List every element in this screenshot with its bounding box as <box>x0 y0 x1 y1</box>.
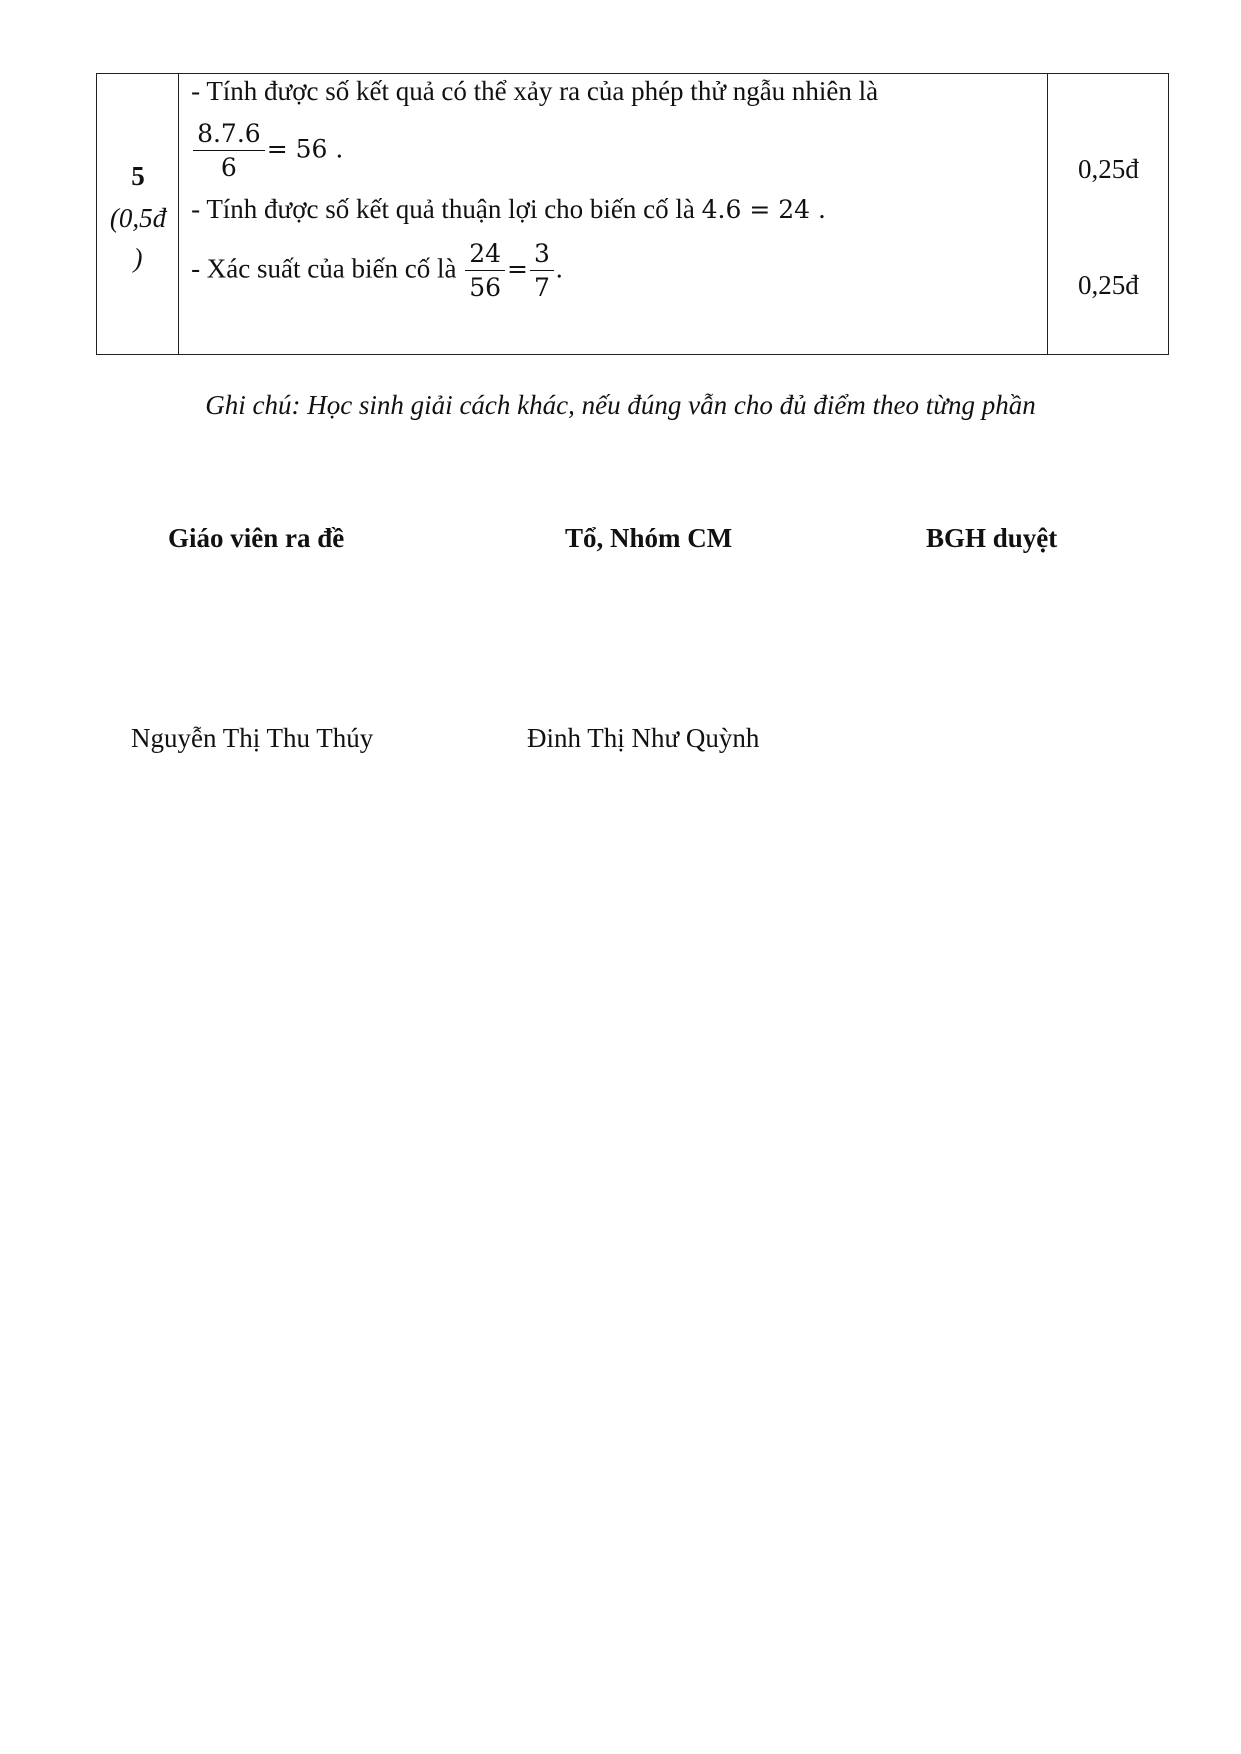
score-2: 0,25đ <box>1077 270 1139 300</box>
answer-table <box>96 73 1169 355</box>
fraction-numerator: 24 <box>469 239 501 268</box>
fraction <box>467 238 503 305</box>
score-cell <box>1047 74 1168 355</box>
fraction-denominator: 6 <box>193 150 265 185</box>
content-line-4 <box>191 238 563 305</box>
fraction-numerator: 3 <box>533 239 550 268</box>
content-text: - Xác suất của biến cố là <box>191 253 457 284</box>
question-number: 5 <box>131 161 145 191</box>
question-points-line2: ) <box>133 243 143 273</box>
teacher-name: Nguyễn Thị Thu Thúy <box>131 723 374 753</box>
period: . <box>555 253 563 284</box>
fraction <box>532 238 552 305</box>
fraction-denominator: 7 <box>530 270 554 305</box>
equals-sign: = <box>507 254 528 284</box>
table-row <box>97 74 1169 355</box>
question-points <box>97 198 179 278</box>
group-title: Tổ, Nhóm CM <box>565 523 733 553</box>
content-text: - Tính được số kết quả thuận lợi cho biến cố là <box>191 194 695 224</box>
score-1: 0,25đ <box>1077 154 1139 184</box>
fraction-numerator: 8.7.6 <box>197 119 261 148</box>
teacher-title: Giáo viên ra đề <box>168 523 345 553</box>
content-line-1: - Tính được số kết quả có thể xảy ra của phép thử ngẫu nhiên là <box>191 76 879 106</box>
question-points-line1: (0,5đ <box>109 203 167 233</box>
fraction <box>195 118 263 185</box>
fraction-denominator: 56 <box>465 270 505 305</box>
content-line-3 <box>191 194 826 225</box>
board-title: BGH duyệt <box>926 523 1058 553</box>
math-expression: 4.6 = 24 . <box>701 195 826 224</box>
content-line-2 <box>191 118 343 185</box>
question-cell <box>97 74 179 355</box>
group-name: Đinh Thị Như Quỳnh <box>527 723 760 753</box>
content-cell <box>179 74 1048 355</box>
math-expression: = 56 . <box>266 134 344 164</box>
note: Ghi chú: Học sinh giải cách khác, nếu đúng vẫn cho đủ điểm theo từng phần <box>205 390 1036 420</box>
